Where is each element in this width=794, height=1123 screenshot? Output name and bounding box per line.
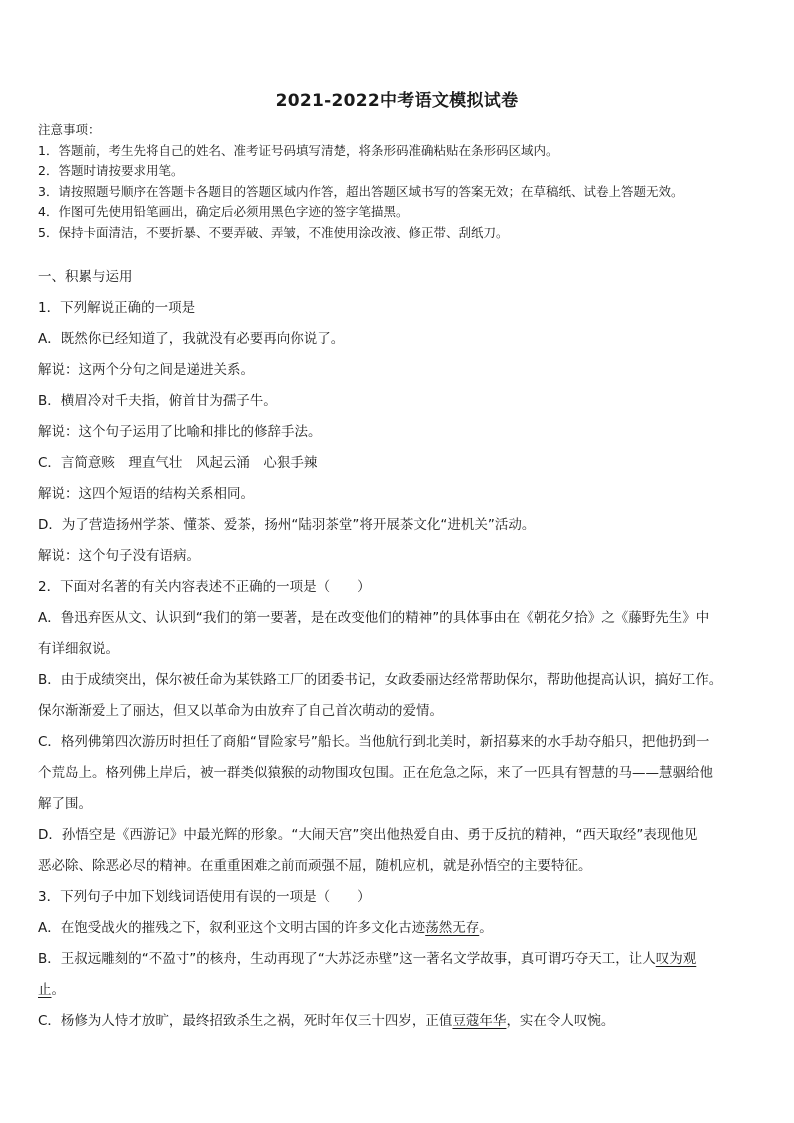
question-1-stem: 1．下列解说正确的一项是 [38,300,196,316]
q3-option-b-underlined: 叹为观 [655,951,697,967]
q2-option-a-line2: 有详细叙说。 [38,641,119,657]
q3-option-b-line1 [38,944,760,975]
q2-option-b-line2: 保尔渐渐爱上了丽达，但又以革命为由放弃了自己首次萌动的爱情。 [38,703,443,719]
q1-option-d-note: 解说：这个句子没有语病。 [38,548,200,564]
q2-option-d-line2: 恶必除、除恶必尽的精神。在重重困难之前而顽强不屈，随机应机，就是孙悟空的主要特征。 [38,858,592,874]
q1-option-a: A．既然你已经知道了，我就没有必要再向你说了。 [38,331,345,347]
question-3-stem: 3．下列句子中加下划线词语使用有误的一项是（ ） [38,889,371,905]
q1-option-a-note: 解说：这两个分句之间是递进关系。 [38,362,254,378]
q1-option-b-note: 解说：这个句子运用了比喻和排比的修辞手法。 [38,424,322,440]
q3-option-a-end: 。 [479,920,493,936]
q2-option-a-line1: A．鲁迅弃医从文、认识到“我们的第一要著，是在改变他们的精神”的具体事由在《朝花夕拾》之《藤野先生》中 [38,610,710,626]
q2-option-d-line1: D．孙悟空是《西游记》中最光辉的形象。“大闹天宫”突出他热爱自由、勇于反抗的精神，“西天取经”表现他见 [38,827,698,843]
q3-option-b-end: 。 [51,982,65,998]
q3-option-a [38,913,760,944]
q1-option-c: C．言简意赅 理直气壮 风起云涌 心狠手辣 [38,455,318,471]
instruction-item: 1．答题前，考生先将自己的姓名、准考证号码填写清楚，将条形码准确粘贴在条形码区域内。 [38,142,559,158]
q3-option-a-text: A．在饱受战火的摧残之下，叙利亚这个文明古国的许多文化古迹 [38,920,426,936]
instructions-block [38,120,760,243]
q1-option-c-note: 解说：这四个短语的结构关系相同。 [38,486,254,502]
q1-option-b: B．横眉冷对千夫指，俯首甘为孺子牛。 [38,393,277,409]
q3-option-b-underlined-cont: 止 [38,982,52,998]
question-2-stem: 2．下面对名著的有关内容表述不正确的一项是（ ） [38,579,371,595]
q2-option-c-line3: 解了围。 [38,796,92,812]
q2-option-c-line2: 个荒岛上。格列佛上岸后，被一群类似猿猴的动物围攻包围。正在危急之际，来了一匹具有智慧的马——慧骃给他 [38,765,713,781]
section-heading: 一、积累与运用 [38,269,133,285]
q3-option-b-text: B．王叔远雕刻的“不盈寸”的核舟，生动再现了“大苏泛赤壁”这一著名文学故事，真可谓巧夺天工，让人 [38,951,656,967]
instruction-item: 4．作图可先使用铅笔画出，确定后必须用黑色字迹的签字笔描黑。 [38,204,409,219]
instructions-heading: 注意事项： [38,122,101,137]
q2-option-b-line1: B．由于成绩突出，保尔被任命为某铁路工厂的团委书记，女政委丽达经常帮助保尔，帮助他提高认识，搞好工作。 [38,672,723,688]
q2-option-c-line1: C．格列佛第四次游历时担任了商船“冒险家号”船长。当他航行到北美时，新招募来的水手劫夺船只，把他扔到一 [38,734,710,750]
q3-option-c-text: C．杨修为人恃才放旷，最终招致杀生之祸，死时年仅三十四岁，正值 [38,1013,453,1029]
instruction-item: 3．请按照题号顺序在答题卡各题目的答题区域内作答，超出答题区域书写的答案无效；在草稿纸、试卷上答题无效。 [38,183,684,199]
q3-option-a-underlined: 荡然无存 [425,920,480,936]
instruction-item: 2．答题时请按要求用笔。 [38,163,184,178]
q3-option-c-underlined: 豆蔻年华 [452,1013,507,1029]
q1-option-d: D．为了营造扬州学茶、懂茶、爱茶，扬州“陆羽茶堂”将开展茶文化“进机关”活动。 [38,517,536,533]
instruction-item: 5．保持卡面清洁，不要折暴、不要弄破、弄皱，不准使用涂改液、修正带、刮纸刀。 [38,224,509,240]
exam-content [38,262,760,1037]
q3-option-c [38,1006,760,1037]
q3-option-b-line2 [38,975,760,1006]
exam-title: 2021-2022中考语文模拟试卷 [275,91,519,111]
q3-option-c-end: ，实在令人叹惋。 [506,1013,615,1029]
